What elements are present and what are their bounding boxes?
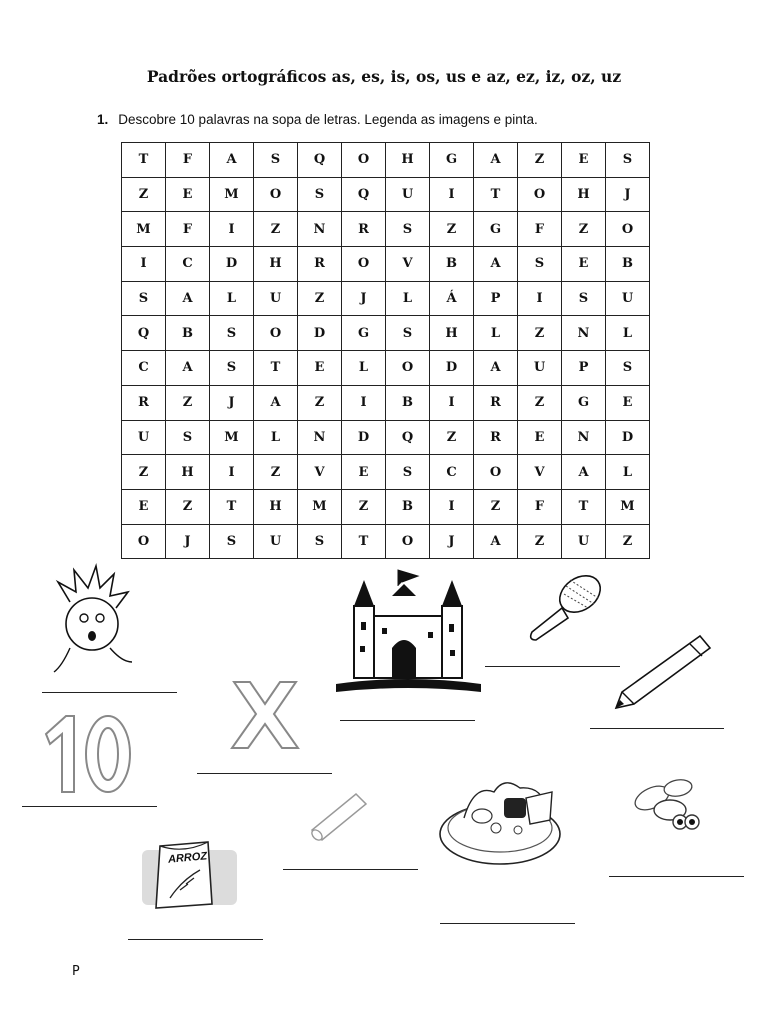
grid-cell[interactable]: S <box>386 212 430 247</box>
grid-cell[interactable]: L <box>210 281 254 316</box>
grid-cell[interactable]: U <box>518 351 562 386</box>
answer-line[interactable] <box>197 773 332 774</box>
grid-cell[interactable]: R <box>122 385 166 420</box>
grid-cell[interactable]: S <box>606 143 650 178</box>
grid-cell[interactable]: A <box>254 385 298 420</box>
grid-cell[interactable]: S <box>210 351 254 386</box>
grid-cell[interactable]: O <box>342 143 386 178</box>
grid-cell[interactable]: V <box>518 455 562 490</box>
grid-cell[interactable]: I <box>430 177 474 212</box>
food-dish-image <box>434 768 566 872</box>
grid-cell[interactable]: A <box>210 143 254 178</box>
grid-cell[interactable]: M <box>298 489 342 524</box>
footer-mark: P <box>72 964 80 979</box>
grid-cell[interactable]: E <box>562 143 606 178</box>
grid-cell[interactable]: U <box>254 524 298 559</box>
grid-cell[interactable]: A <box>562 455 606 490</box>
grid-cell[interactable]: B <box>386 385 430 420</box>
grid-cell[interactable]: L <box>606 316 650 351</box>
grid-cell[interactable]: S <box>386 455 430 490</box>
grid-cell[interactable]: Q <box>386 420 430 455</box>
grid-cell[interactable]: Z <box>562 212 606 247</box>
grid-cell[interactable]: J <box>606 177 650 212</box>
number-ten-image <box>40 712 136 796</box>
grid-cell[interactable]: E <box>342 455 386 490</box>
grid-cell[interactable]: Z <box>166 489 210 524</box>
grid-cell[interactable]: S <box>562 281 606 316</box>
grid-cell[interactable]: U <box>254 281 298 316</box>
answer-line[interactable] <box>22 806 157 807</box>
grid-cell[interactable]: L <box>474 316 518 351</box>
grid-cell[interactable]: M <box>122 212 166 247</box>
grid-cell[interactable]: L <box>254 420 298 455</box>
grid-cell[interactable]: Q <box>122 316 166 351</box>
grid-cell[interactable]: O <box>606 212 650 247</box>
grid-cell[interactable]: T <box>210 489 254 524</box>
grid-row <box>122 455 650 490</box>
exercise-text: Descobre 10 palavras na sopa de letras. Legenda as imagens e pinta. <box>118 112 538 127</box>
grid-cell[interactable]: O <box>518 177 562 212</box>
grid-cell[interactable]: F <box>166 212 210 247</box>
grid-cell[interactable]: Z <box>122 455 166 490</box>
grid-cell[interactable]: Z <box>254 455 298 490</box>
answer-line[interactable] <box>340 720 475 721</box>
grid-cell[interactable]: T <box>562 489 606 524</box>
grid-cell[interactable]: J <box>210 385 254 420</box>
grid-cell[interactable]: J <box>166 524 210 559</box>
grid-cell[interactable]: N <box>298 420 342 455</box>
hairbrush-image <box>524 568 608 648</box>
grid-cell[interactable]: I <box>210 455 254 490</box>
grid-cell[interactable]: Z <box>254 212 298 247</box>
grid-cell[interactable]: Z <box>518 316 562 351</box>
grid-cell[interactable]: Z <box>298 281 342 316</box>
grid-cell[interactable]: R <box>474 420 518 455</box>
grid-row <box>122 143 650 178</box>
grid-cell[interactable]: S <box>386 316 430 351</box>
grid-cell[interactable]: O <box>386 524 430 559</box>
grid-cell[interactable]: B <box>430 247 474 282</box>
grid-cell[interactable]: I <box>518 281 562 316</box>
grid-cell[interactable]: T <box>342 524 386 559</box>
grid-cell[interactable]: O <box>474 455 518 490</box>
page-title: Padrões ortográficos as, es, is, os, us e az, ez, iz, oz, uz <box>146 67 622 86</box>
grid-cell[interactable]: H <box>254 247 298 282</box>
grid-cell[interactable]: S <box>254 143 298 178</box>
grid-row <box>122 351 650 386</box>
grid-cell[interactable]: A <box>474 143 518 178</box>
grid-cell[interactable]: S <box>298 177 342 212</box>
letter-x-image <box>230 680 300 750</box>
grid-cell[interactable]: B <box>606 247 650 282</box>
grid-cell[interactable]: E <box>518 420 562 455</box>
grid-cell[interactable]: R <box>474 385 518 420</box>
grid-cell[interactable]: I <box>122 247 166 282</box>
grid-cell[interactable]: I <box>430 489 474 524</box>
exercise-number: 1. <box>97 112 109 127</box>
grid-cell[interactable]: S <box>298 524 342 559</box>
grid-row <box>122 281 650 316</box>
grid-cell[interactable]: U <box>122 420 166 455</box>
grid-cell[interactable]: O <box>386 351 430 386</box>
grid-cell[interactable]: C <box>166 247 210 282</box>
grid-cell[interactable]: P <box>474 281 518 316</box>
grid-cell[interactable]: H <box>562 177 606 212</box>
grid-cell[interactable]: A <box>166 351 210 386</box>
grid-cell[interactable]: Z <box>342 489 386 524</box>
grid-cell[interactable]: C <box>430 455 474 490</box>
grid-cell[interactable]: D <box>210 247 254 282</box>
grid-cell[interactable]: I <box>342 385 386 420</box>
grid-cell[interactable]: R <box>298 247 342 282</box>
answer-line[interactable] <box>485 666 620 667</box>
grid-cell[interactable]: B <box>386 489 430 524</box>
word-search-grid <box>121 142 650 559</box>
grid-row <box>122 177 650 212</box>
surprised-boy-image <box>40 562 140 682</box>
grid-cell[interactable]: I <box>210 212 254 247</box>
grid-cell[interactable]: D <box>606 420 650 455</box>
grid-cell[interactable]: Z <box>430 212 474 247</box>
grid-cell[interactable]: N <box>298 212 342 247</box>
grid-cell[interactable]: E <box>166 177 210 212</box>
grid-cell[interactable]: Z <box>166 385 210 420</box>
answer-line[interactable] <box>609 876 744 877</box>
grid-cell[interactable]: H <box>166 455 210 490</box>
grid-cell[interactable]: B <box>166 316 210 351</box>
grid-cell[interactable]: A <box>474 247 518 282</box>
grid-row <box>122 316 650 351</box>
grid-cell[interactable]: Z <box>430 420 474 455</box>
grid-cell[interactable]: V <box>386 247 430 282</box>
grid-row <box>122 212 650 247</box>
pencil-image <box>612 634 712 710</box>
grid-row <box>122 489 650 524</box>
grid-cell[interactable]: A <box>474 524 518 559</box>
grid-cell[interactable]: T <box>254 351 298 386</box>
grid-cell[interactable]: E <box>298 351 342 386</box>
grid-cell[interactable]: S <box>166 420 210 455</box>
grid-cell[interactable]: E <box>562 247 606 282</box>
grid-cell[interactable]: D <box>430 351 474 386</box>
grid-cell[interactable]: U <box>562 524 606 559</box>
grid-cell[interactable]: G <box>474 212 518 247</box>
grid-cell[interactable]: P <box>562 351 606 386</box>
grid-cell[interactable]: D <box>342 420 386 455</box>
grid-cell[interactable]: C <box>122 351 166 386</box>
grid-cell[interactable]: T <box>474 177 518 212</box>
grid-cell[interactable]: O <box>254 316 298 351</box>
grid-cell[interactable]: Z <box>518 143 562 178</box>
grid-cell[interactable]: A <box>166 281 210 316</box>
chalk-image <box>306 790 370 844</box>
grid-cell[interactable]: Z <box>122 177 166 212</box>
grid-cell[interactable]: G <box>342 316 386 351</box>
grid-cell[interactable]: H <box>430 316 474 351</box>
grid-row <box>122 524 650 559</box>
rice-bag-label: ARROZ <box>167 850 208 866</box>
grid-cell[interactable]: D <box>298 316 342 351</box>
answer-line[interactable] <box>42 692 177 693</box>
grid-cell[interactable]: M <box>606 489 650 524</box>
grid-cell[interactable]: N <box>562 316 606 351</box>
grid-cell[interactable]: S <box>606 351 650 386</box>
grid-cell[interactable]: S <box>122 281 166 316</box>
answer-line[interactable] <box>128 939 263 940</box>
grid-cell[interactable]: Z <box>606 524 650 559</box>
grid-cell[interactable]: T <box>122 143 166 178</box>
grid-cell[interactable]: U <box>386 177 430 212</box>
grid-cell[interactable]: O <box>122 524 166 559</box>
grid-cell[interactable]: E <box>606 385 650 420</box>
grid-cell[interactable]: A <box>474 351 518 386</box>
grid-cell[interactable]: M <box>210 420 254 455</box>
grid-cell[interactable]: E <box>122 489 166 524</box>
grid-cell[interactable]: V <box>298 455 342 490</box>
fly-image <box>626 770 706 836</box>
grid-cell[interactable]: F <box>166 143 210 178</box>
grid-cell[interactable]: Z <box>518 385 562 420</box>
grid-cell[interactable]: F <box>518 212 562 247</box>
grid-cell[interactable]: G <box>430 143 474 178</box>
grid-cell[interactable]: M <box>210 177 254 212</box>
grid-row <box>122 385 650 420</box>
answer-line[interactable] <box>590 728 724 729</box>
grid-cell[interactable]: H <box>386 143 430 178</box>
grid-cell[interactable]: N <box>562 420 606 455</box>
grid-cell[interactable]: H <box>254 489 298 524</box>
grid-cell[interactable]: R <box>342 212 386 247</box>
grid-cell[interactable]: J <box>342 281 386 316</box>
grid-cell[interactable]: O <box>342 247 386 282</box>
grid-cell[interactable]: U <box>606 281 650 316</box>
grid-row <box>122 420 650 455</box>
grid-row <box>122 247 650 282</box>
grid-cell[interactable]: Á <box>430 281 474 316</box>
grid-cell[interactable]: Z <box>518 524 562 559</box>
grid-cell[interactable]: S <box>518 247 562 282</box>
grid-cell[interactable]: G <box>562 385 606 420</box>
exercise-instruction <box>97 112 538 127</box>
grid-cell[interactable]: S <box>210 524 254 559</box>
grid-cell[interactable]: J <box>430 524 474 559</box>
grid-cell[interactable]: O <box>254 177 298 212</box>
castle-image <box>336 566 481 698</box>
grid-cell[interactable]: Z <box>474 489 518 524</box>
grid-cell[interactable]: S <box>210 316 254 351</box>
grid-cell[interactable]: L <box>386 281 430 316</box>
grid-cell[interactable]: Q <box>342 177 386 212</box>
answer-line[interactable] <box>440 923 575 924</box>
grid-cell[interactable]: L <box>342 351 386 386</box>
grid-cell[interactable]: Z <box>298 385 342 420</box>
grid-cell[interactable]: F <box>518 489 562 524</box>
grid-cell[interactable]: I <box>430 385 474 420</box>
answer-line[interactable] <box>283 869 418 870</box>
grid-cell[interactable]: L <box>606 455 650 490</box>
grid-cell[interactable]: Q <box>298 143 342 178</box>
